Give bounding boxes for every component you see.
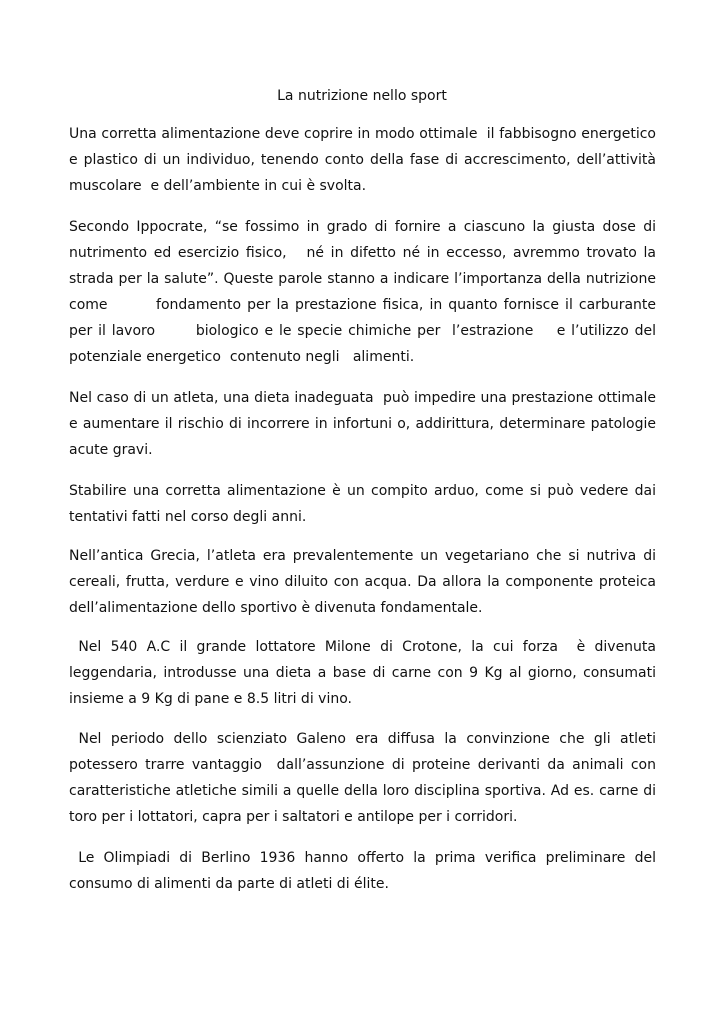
- paragraph-3: Nel caso di un atleta, una dieta inadeguata può impedire una prestazione ottimale e aumentare il rischio di incorrere in infortuni o, addirittura, determinare patologie acute gravi.: [69, 390, 661, 458]
- paragraph-5: Nell’antica Grecia, l’atleta era prevalentemente un vegetariano che si nutriva di cereali, frutta, verdure e vino diluito con acqua. Da allora la componente proteica dell’alimentazione dello sportivo è divenuta fondamentale.: [69, 548, 661, 616]
- paragraph-6: Nel 540 A.C il grande lottatore Milone di Crotone, la cui forza è divenuta leggendaria, introdusse una dieta a base di carne con 9 Kg al giorno, consumati insieme a 9 Kg di pane e 8.5 litri di vino.: [69, 639, 661, 707]
- document-title: La nutrizione nello sport: [277, 88, 447, 104]
- paragraph-1: Una corretta alimentazione deve coprire in modo ottimale il fabbisogno energetico e plastico di un individuo, tenendo conto della fase di accrescimento, dell’attività muscolare e dell’ambiente in cui è svolta.: [69, 126, 661, 194]
- paragraph-4: Stabilire una corretta alimentazione è un compito arduo, come si può vedere dai tentativi fatti nel corso degli anni.: [69, 483, 661, 525]
- paragraph-8: Le Olimpiadi di Berlino 1936 hanno offerto la prima verifica preliminare del consumo di alimenti da parte di atleti di élite.: [69, 850, 661, 892]
- paragraph-2: Secondo Ippocrate, “se fossimo in grado di fornire a ciascuno la giusta dose di nutrimento ed esercizio fisico, né in difetto né in eccesso, avremmo trovato la strada per la salute”. Queste parole stanno a indicare l’importanza della nutrizione come fondamento per la prestazione fisica, in quanto fornisce il carburante per il lavoro biologico e le specie chimiche per l’estrazione e l’utilizzo del potenziale energetico contenuto negli alimenti.: [69, 219, 665, 365]
- paragraph-7: Nel periodo dello scienziato Galeno era diffusa la convinzione che gli atleti potessero trarre vantaggio dall’assunzione di proteine derivanti da animali con caratteristiche atletiche simili a quelle della loro disciplina sportiva. Ad es. carne di toro per i lottatori, capra per i saltatori e antilope per i corridori.: [69, 731, 661, 825]
